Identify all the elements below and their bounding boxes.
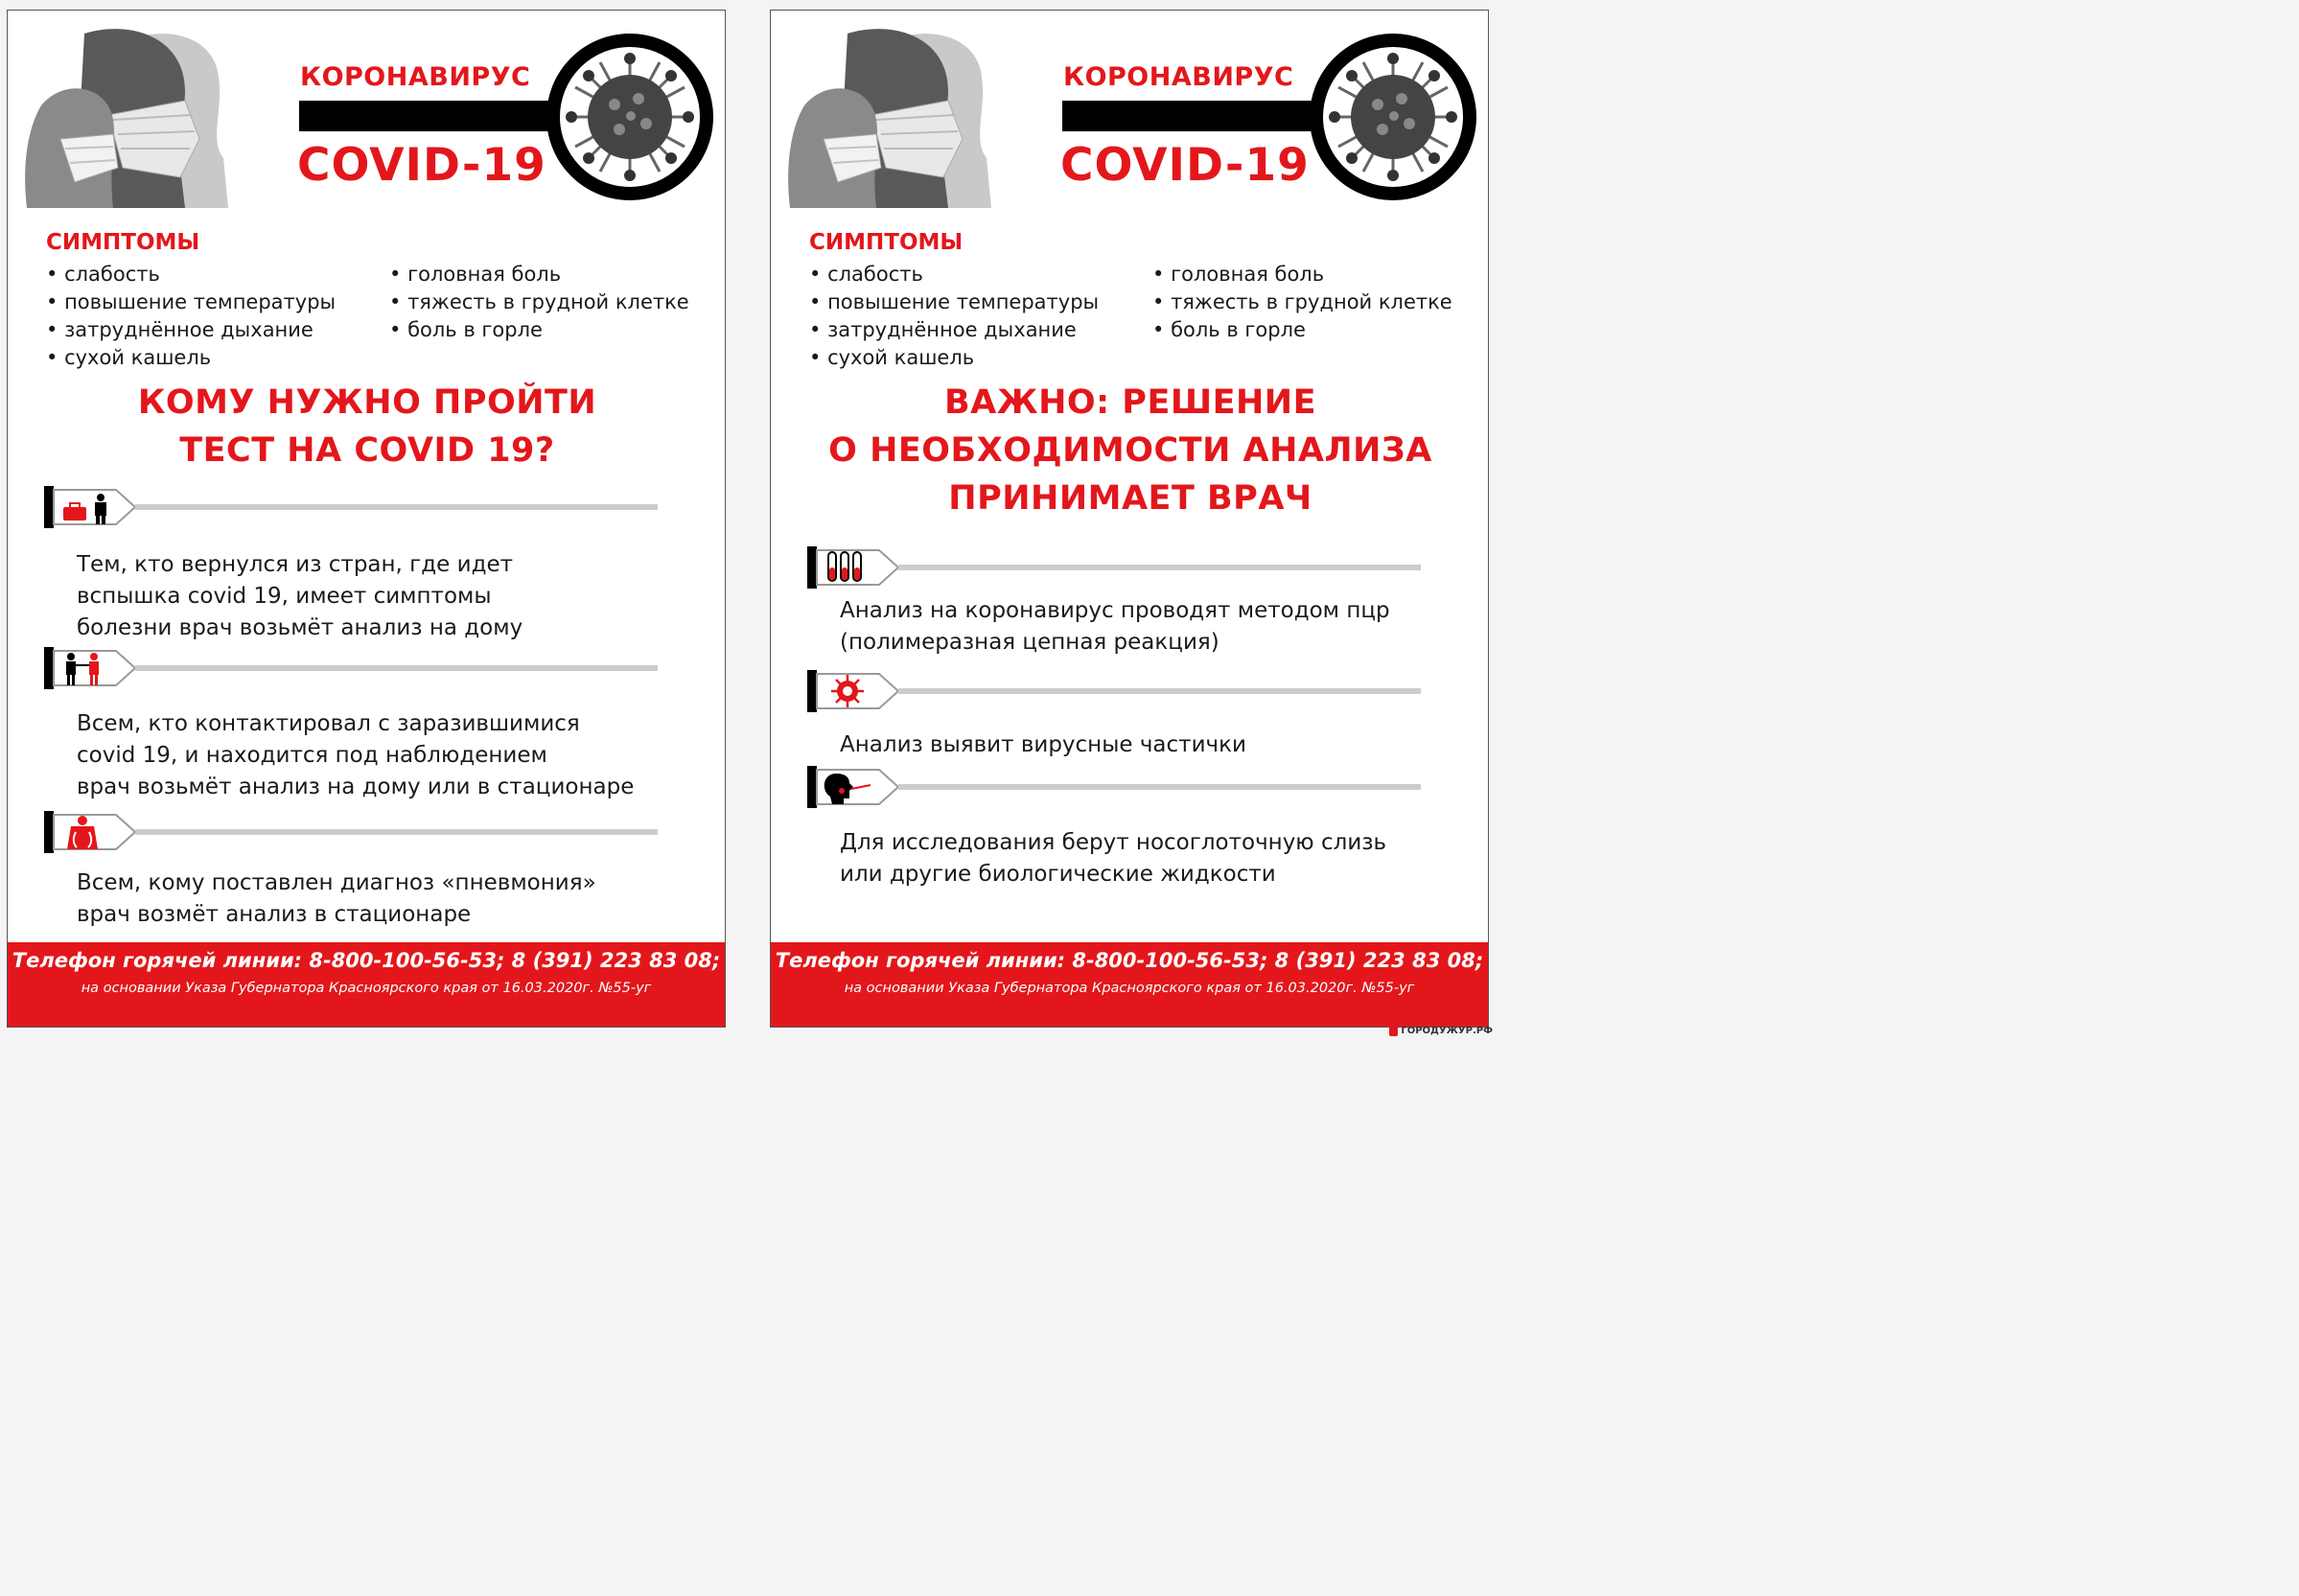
poster-right [770,10,1489,1028]
item-line: врач возьмёт анализ на дому или в стационаре [77,775,635,799]
section-heading [8,379,727,474]
symptom-item: • головная боль [389,261,689,289]
item-text [77,708,634,803]
symptoms-list-1 [46,261,336,372]
symptom-item: • тяжесть в грудной клетке [1152,289,1452,316]
symptom-item: • сухой кашель [809,344,1099,372]
item-line: вспышка covid 19, имеет симптомы [77,584,492,609]
decree-note: на основании Указа Губернатора Красноярского края от 16.03.2020г. №55-уг [81,981,652,996]
watermark-text: ГОРОДУЖУР.РФ [1401,1025,1493,1036]
syringe-divider [44,811,658,853]
symptoms-title: СИМПТОМЫ [809,230,964,255]
decree-note: на основании Указа Губернатора Красноярского края от 16.03.2020г. №55-уг [844,981,1415,996]
hotline-phone: Телефон горячей линии: 8-800-100-56-53; 8 (391) 223 83 08; [12,949,721,972]
hotline-phone: Телефон горячей линии: 8-800-100-56-53; 8 (391) 223 83 08; [775,949,1484,972]
item-line: или другие биологические жидкости [840,862,1276,887]
syringe-divider [807,766,1421,808]
item-text [840,827,1386,891]
item-text [77,867,596,931]
symptom-item: • тяжесть в грудной клетке [389,289,689,316]
hotline-footer [8,942,725,1027]
brand-title-small: КОРОНАВИРУС [300,62,531,92]
syringe-divider [807,546,1421,589]
virus-icon [831,675,864,707]
heading-line: КОМУ НУЖНО ПРОЙТИ [137,383,597,422]
item-line: Анализ выявит вирусные частички [840,732,1246,757]
item-line: Для исследования берут носоглоточную слизь [840,830,1387,855]
masked-people-illustration [17,24,247,208]
section-heading [771,379,1490,522]
symptom-item: • слабость [46,261,336,289]
item-line: болезни врач возьмёт анализ на дому [77,615,523,640]
site-watermark [1389,1024,1493,1037]
syringe-divider [44,647,658,689]
hotline-footer [771,942,1488,1027]
symptom-item: • боль в горле [1152,316,1452,344]
item-line: (полимеразная цепная реакция) [840,630,1219,655]
symptom-item: • боль в горле [389,316,689,344]
item-text [77,549,522,644]
symptoms-list-1 [809,261,1099,372]
syringe-divider [807,670,1421,712]
item-line: Анализ на коронавирус проводят методом пцр [840,598,1390,623]
item-line: Тем, кто вернулся из стран, где идет [77,552,514,577]
heading-line: ВАЖНО: РЕШЕНИЕ [943,383,1317,422]
item-line: covid 19, и находится под наблюдением [77,743,547,768]
virus-magnifier-icon [543,30,717,204]
symptom-item: • сухой кашель [46,344,336,372]
item-text [840,729,1246,761]
symptoms-list-2 [389,261,689,344]
symptom-item: • головная боль [1152,261,1452,289]
poster-left [7,10,726,1028]
symptoms-title: СИМПТОМЫ [46,230,200,255]
brand-title-small: КОРОНАВИРУС [1063,62,1294,92]
site-logo-icon [1389,1025,1398,1036]
heading-line: ТЕСТ НА COVID 19? [179,431,555,470]
virus-magnifier-icon [1306,30,1480,204]
brand-bar [1062,101,1331,131]
brand-title-covid: COVID-19 [1060,139,1310,192]
brand-bar [299,101,568,131]
masked-people-illustration [780,24,1010,208]
item-line: Всем, кому поставлен диагноз «пневмония» [77,870,596,895]
item-text [840,595,1390,659]
symptom-item: • повышение температуры [46,289,336,316]
syringe-divider [44,486,658,528]
symptom-item: • затруднённое дыхание [46,316,336,344]
brand-title-covid: COVID-19 [297,139,546,192]
symptom-item: • повышение температуры [809,289,1099,316]
symptom-item: • слабость [809,261,1099,289]
heading-line: ПРИНИМАЕТ ВРАЧ [948,479,1312,518]
heading-line: О НЕОБХОДИМОСТИ АНАЛИЗА [828,431,1432,470]
symptoms-list-2 [1152,261,1452,344]
item-line: врач возмёт анализ в стационаре [77,902,472,927]
item-line: Всем, кто контактировал с заразившимися [77,711,580,736]
symptom-item: • затруднённое дыхание [809,316,1099,344]
